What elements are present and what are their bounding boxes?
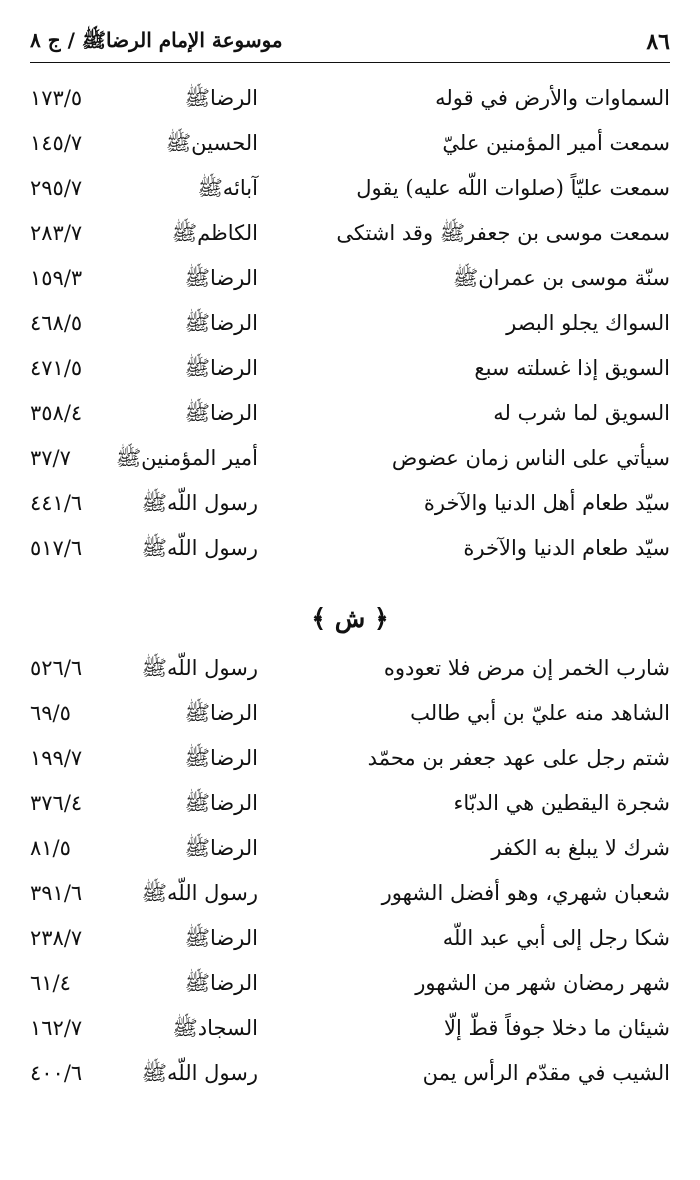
entry-speaker: الرضاﷺ <box>184 791 258 815</box>
entry-phrase: شكا رجل إلى أبي عبد اللّه <box>442 926 670 950</box>
entry-speaker: رسول اللّهﷺ <box>141 536 258 560</box>
index-entry <box>30 646 670 691</box>
entry-phrase: سيأتي على الناس زمان عضوض <box>391 446 670 470</box>
index-entry <box>30 526 670 571</box>
entry-phrase: شجرة اليقطين هي الدبّاء <box>453 791 670 815</box>
header-rule <box>30 62 670 63</box>
entry-phrase: سيّد طعام الدنيا والآخرة <box>463 536 670 560</box>
index-section-sheen <box>30 646 670 1096</box>
entry-reference: ٥١٧/٦ <box>30 536 83 560</box>
entry-reference: ٦١/٤ <box>30 971 71 995</box>
entry-phrase: شتم رجل على عهد جعفر بن محمّد <box>367 746 670 770</box>
entry-reference: ١٦٢/٧ <box>30 1016 83 1040</box>
entry-speaker: الرضاﷺ <box>184 266 258 290</box>
entry-reference: ٣٧/٧ <box>30 446 71 470</box>
entry-speaker: الرضاﷺ <box>184 401 258 425</box>
entry-reference: ٤٧١/٥ <box>30 356 83 380</box>
index-entry <box>30 256 670 301</box>
entry-speaker: الرضاﷺ <box>184 926 258 950</box>
entry-speaker: الرضاﷺ <box>184 836 258 860</box>
entry-speaker: الرضاﷺ <box>184 356 258 380</box>
entry-speaker: رسول اللّهﷺ <box>141 656 258 680</box>
entry-phrase: سمعت موسى بن جعفرﷺ وقد اشتكى <box>336 221 670 245</box>
index-entry <box>30 391 670 436</box>
entry-speaker: السجادﷺ <box>172 1016 258 1040</box>
document-page <box>30 0 670 1180</box>
entry-speaker: الكاظمﷺ <box>171 221 258 245</box>
index-section-seen <box>30 76 670 571</box>
entry-speaker: رسول اللّهﷺ <box>141 881 258 905</box>
entry-speaker: الرضاﷺ <box>184 86 258 110</box>
index-entry <box>30 691 670 736</box>
entry-reference: ٤٠٠/٦ <box>30 1061 83 1085</box>
index-entry <box>30 871 670 916</box>
entry-speaker: أمير المؤمنينﷺ <box>115 446 258 470</box>
entry-speaker: الرضاﷺ <box>184 701 258 725</box>
index-entry <box>30 1006 670 1051</box>
page-header <box>30 24 670 60</box>
index-entry <box>30 166 670 211</box>
index-entry <box>30 301 670 346</box>
entry-reference: ٥٢٦/٦ <box>30 656 83 680</box>
index-entry <box>30 826 670 871</box>
index-entry <box>30 121 670 166</box>
entry-reference: ١٩٩/٧ <box>30 746 83 770</box>
entry-phrase: السواك يجلو البصر <box>506 311 670 335</box>
entry-reference: ٣٧٦/٤ <box>30 791 83 815</box>
entry-speaker: رسول اللّهﷺ <box>141 491 258 515</box>
index-entry <box>30 211 670 256</box>
index-entry <box>30 346 670 391</box>
index-entry <box>30 781 670 826</box>
entry-reference: ٢٨٣/٧ <box>30 221 83 245</box>
entry-phrase: الشاهد منه عليّ بن أبي طالب <box>410 701 670 725</box>
entry-reference: ٢٣٨/٧ <box>30 926 83 950</box>
entry-phrase: الشيب في مقدّم الرأس يمن <box>422 1061 670 1085</box>
index-entry <box>30 481 670 526</box>
entry-phrase: سمعت أمير المؤمنين عليّ <box>442 131 670 155</box>
entry-phrase: شيئان ما دخلا جوفاً قطّ إلّا <box>443 1016 670 1040</box>
entry-phrase: شرك لا يبلغ به الكفر <box>491 836 670 860</box>
entry-reference: ٦٩/٥ <box>30 701 71 725</box>
entry-reference: ١٥٩/٣ <box>30 266 83 290</box>
index-entry <box>30 916 670 961</box>
entry-speaker: الحسينﷺ <box>165 131 258 155</box>
index-entry <box>30 961 670 1006</box>
entry-phrase: السماوات والأرض في قوله <box>435 86 670 110</box>
entry-speaker: الرضاﷺ <box>184 746 258 770</box>
entry-phrase: شارب الخمر إن مرض فلا تعودوه <box>383 656 670 680</box>
section-heading-sheen: ﴿ ش ﴾ <box>311 604 389 633</box>
entry-reference: ٨١/٥ <box>30 836 71 860</box>
entry-reference: ١٤٥/٧ <box>30 131 83 155</box>
entry-phrase: سنّة موسى بن عمرانﷺ <box>452 266 670 290</box>
entry-reference: ٤٤١/٦ <box>30 491 83 515</box>
running-title: موسوعة الإمام الرضاﷺ / ج ٨ <box>30 27 283 52</box>
entry-speaker: الرضاﷺ <box>184 971 258 995</box>
index-entry <box>30 436 670 481</box>
entry-phrase: السويق لما شرب له <box>493 401 670 425</box>
page-number: ٨٦ <box>646 29 670 55</box>
index-entry <box>30 1051 670 1096</box>
entry-reference: ١٧٣/٥ <box>30 86 83 110</box>
entry-speaker: آبائهﷺ <box>197 176 258 200</box>
entry-speaker: الرضاﷺ <box>184 311 258 335</box>
entry-reference: ٢٩٥/٧ <box>30 176 83 200</box>
entry-reference: ٣٥٨/٤ <box>30 401 83 425</box>
index-entry <box>30 736 670 781</box>
entry-phrase: سيّد طعام أهل الدنيا والآخرة <box>423 491 670 515</box>
entry-reference: ٣٩١/٦ <box>30 881 83 905</box>
entry-phrase: سمعت عليّاً (صلوات اللّه عليه) يقول <box>356 176 670 200</box>
entry-phrase: شهر رمضان شهر من الشهور <box>415 971 670 995</box>
entry-reference: ٤٦٨/٥ <box>30 311 83 335</box>
entry-speaker: رسول اللّهﷺ <box>141 1061 258 1085</box>
index-entry <box>30 76 670 121</box>
entry-phrase: شعبان شهري، وهو أفضل الشهور <box>381 881 670 905</box>
entry-phrase: السويق إذا غسلته سبع <box>474 356 670 380</box>
